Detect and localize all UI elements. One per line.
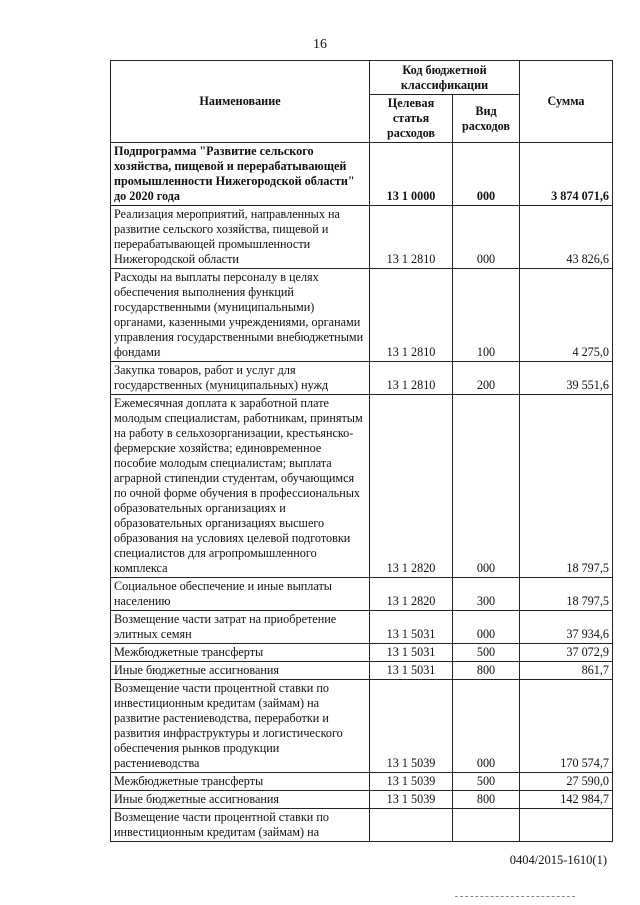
table-row [111, 644, 613, 662]
row-sum: 861,7 [520, 662, 613, 680]
row-sum: 3 874 071,6 [520, 143, 613, 206]
row-name: Иные бюджетные ассигнования [111, 791, 370, 809]
row-expense-type [453, 809, 520, 842]
row-expense-type: 500 [453, 773, 520, 791]
row-sum [520, 809, 613, 842]
row-target-article: 13 1 2810 [370, 362, 453, 395]
row-target-article: 13 1 2820 [370, 578, 453, 611]
row-sum: 18 797,5 [520, 395, 613, 578]
row-sum: 43 826,6 [520, 206, 613, 269]
row-sum: 4 275,0 [520, 269, 613, 362]
row-expense-type: 500 [453, 644, 520, 662]
table-row [111, 611, 613, 644]
row-name: Закупка товаров, работ и услуг для государственных (муниципальных) нужд [111, 362, 370, 395]
table-row [111, 362, 613, 395]
document-code: 0404/2015-1610(1) [509, 853, 607, 867]
row-target-article: 13 1 5031 [370, 611, 453, 644]
row-target-article: 13 1 5031 [370, 644, 453, 662]
row-target-article: 13 1 5039 [370, 791, 453, 809]
row-sum: 27 590,0 [520, 773, 613, 791]
budget-table [110, 60, 613, 842]
table-row [111, 206, 613, 269]
row-name: Возмещение части процентной ставки по инвестиционным кредитам (займам) на развитие растениеводства, переработки и развития инфраструктуры и логистического обеспечения рынков продукции растениеводства [111, 680, 370, 773]
row-target-article: 13 1 2810 [370, 206, 453, 269]
row-expense-type: 000 [453, 611, 520, 644]
row-sum: 37 934,6 [520, 611, 613, 644]
row-target-article [370, 809, 453, 842]
row-name: Возмещение части процентной ставки по инвестиционным кредитам (займам) на [111, 809, 370, 842]
table-row [111, 773, 613, 791]
table-header [111, 61, 613, 143]
table-row [111, 791, 613, 809]
row-expense-type: 300 [453, 578, 520, 611]
header-classification: Код бюджетной классификации [370, 61, 520, 95]
row-name: Иные бюджетные ассигнования [111, 662, 370, 680]
header-name: Наименование [111, 61, 370, 143]
row-name: Реализация мероприятий, направленных на развитие сельского хозяйства, пищевой и перерабатывающей промышленности Нижегородской области [111, 206, 370, 269]
row-name: Расходы на выплаты персоналу в целях обеспечения выполнения функций государственными (муниципальными) органами, казенными учреждениями, органами управления государственными внебюджетными фондами [111, 269, 370, 362]
row-target-article: 13 1 0000 [370, 143, 453, 206]
row-target-article: 13 1 5039 [370, 680, 453, 773]
header-target-article: Целевая статья расходов [370, 95, 453, 143]
table-row [111, 395, 613, 578]
row-expense-type: 800 [453, 662, 520, 680]
row-target-article: 13 1 5031 [370, 662, 453, 680]
row-name: Межбюджетные трансферты [111, 773, 370, 791]
table-row [111, 143, 613, 206]
row-sum: 142 984,7 [520, 791, 613, 809]
scan-artifact [455, 896, 575, 899]
table-row [111, 809, 613, 842]
header-expense-type: Вид расходов [453, 95, 520, 143]
row-target-article: 13 1 5039 [370, 773, 453, 791]
header-sum: Сумма [520, 61, 613, 143]
row-expense-type: 000 [453, 680, 520, 773]
row-expense-type: 000 [453, 143, 520, 206]
row-expense-type: 000 [453, 395, 520, 578]
row-expense-type: 200 [453, 362, 520, 395]
table-body [111, 143, 613, 842]
row-name: Межбюджетные трансферты [111, 644, 370, 662]
row-name: Возмещение части затрат на приобретение элитных семян [111, 611, 370, 644]
row-name: Социальное обеспечение и иные выплаты населению [111, 578, 370, 611]
row-target-article: 13 1 2810 [370, 269, 453, 362]
row-name: Ежемесячная доплата к заработной плате молодым специалистам, работникам, принятым на работу в сельхозорганизации, крестьянско-фермерские хозяйства; единовременное пособие молодым специалистам; выплата аграрной стипендии студентам, обучающимся по очной форме обучения в профессиональных образовательных организациях и образовательных организациях высшего образования на условиях целевой подготовки специалистов для агропромышленного комплекса [111, 395, 370, 578]
table-row [111, 680, 613, 773]
row-target-article: 13 1 2820 [370, 395, 453, 578]
page-number: 16 [313, 37, 327, 52]
table-row [111, 578, 613, 611]
row-sum: 39 551,6 [520, 362, 613, 395]
row-sum: 37 072,9 [520, 644, 613, 662]
table-row [111, 662, 613, 680]
row-expense-type: 000 [453, 206, 520, 269]
row-name: Подпрограмма "Развитие сельского хозяйства, пищевой и перерабатывающей промышленности Нижегородской области" до 2020 года [111, 143, 370, 206]
table-row [111, 269, 613, 362]
row-expense-type: 100 [453, 269, 520, 362]
row-sum: 18 797,5 [520, 578, 613, 611]
row-expense-type: 800 [453, 791, 520, 809]
row-sum: 170 574,7 [520, 680, 613, 773]
